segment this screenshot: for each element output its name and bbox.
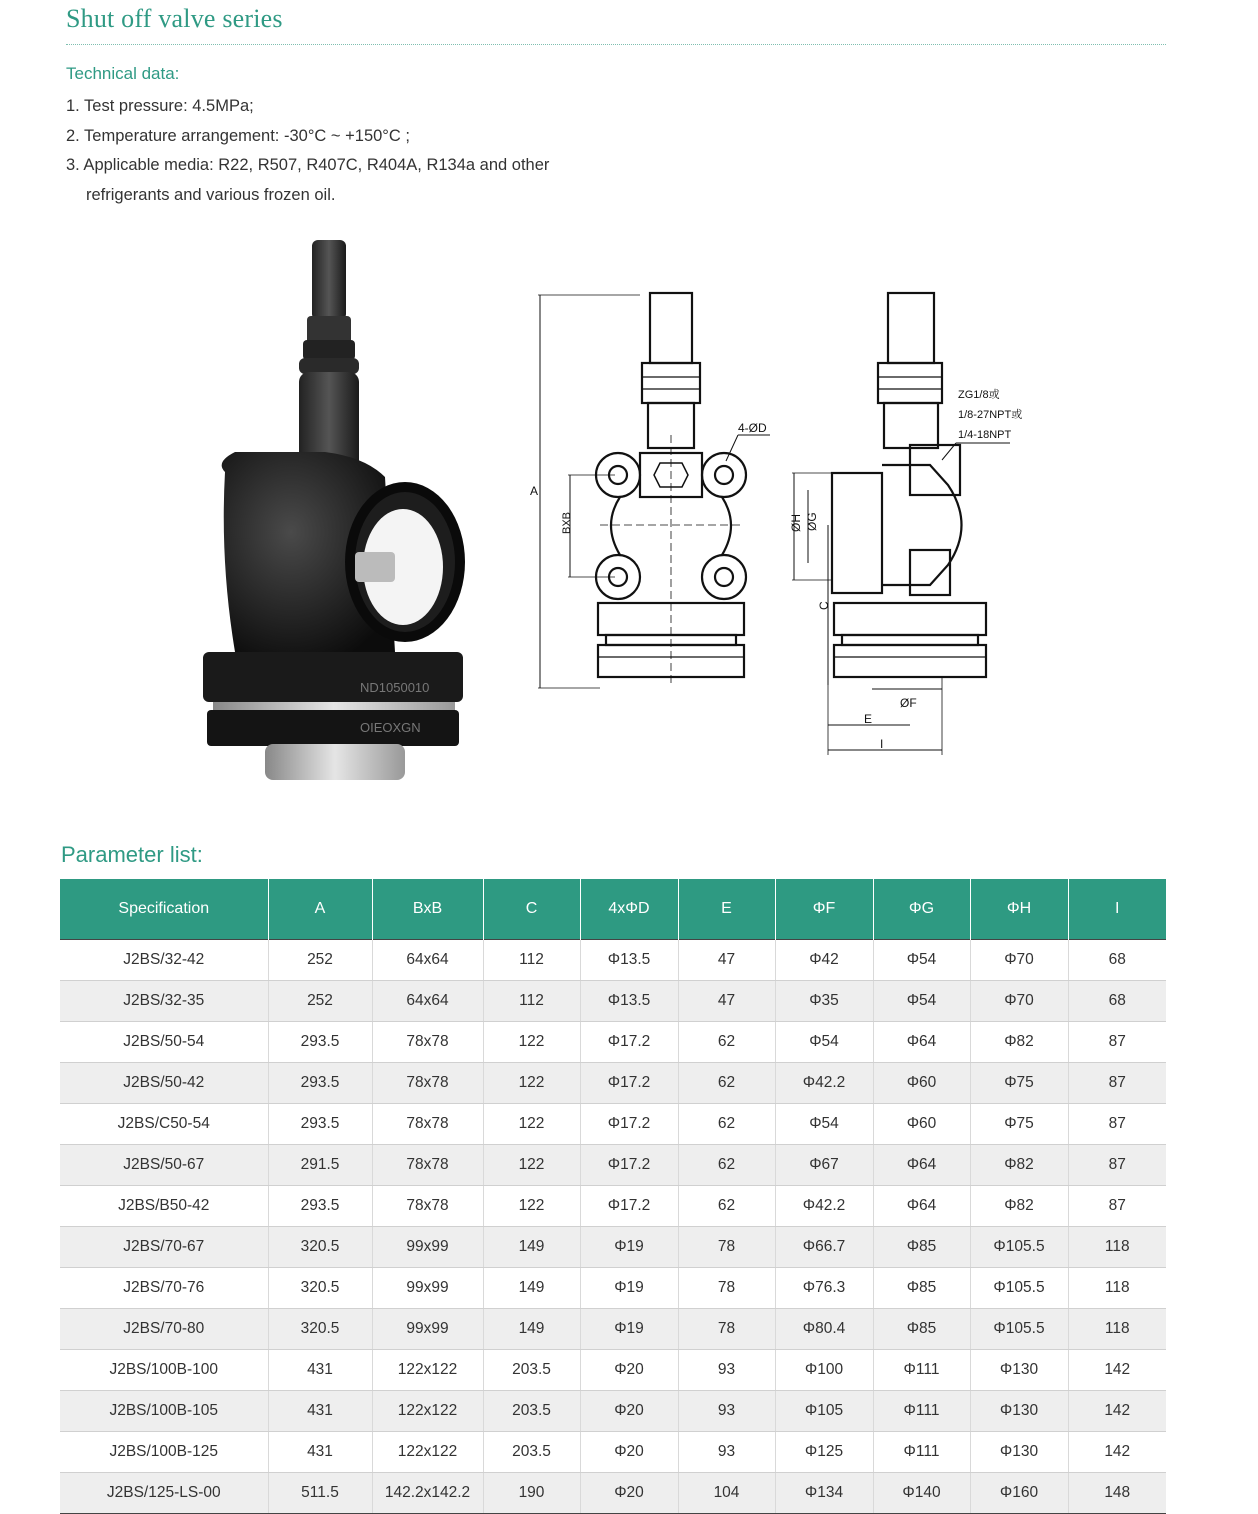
table-cell: 78 [678, 1309, 775, 1350]
table-cell: 104 [678, 1473, 775, 1514]
table-cell: Φ54 [775, 1022, 873, 1063]
dim-label-g: ØG [805, 512, 819, 531]
table-cell: 122 [483, 1145, 580, 1186]
table-cell: J2BS/100B-105 [60, 1391, 268, 1432]
valve-photo [195, 232, 480, 787]
table-cell: 78 [678, 1227, 775, 1268]
table-cell: J2BS/50-67 [60, 1145, 268, 1186]
table-cell: Φ105.5 [970, 1268, 1068, 1309]
table-cell: 64x64 [372, 940, 483, 981]
table-cell: 431 [268, 1432, 372, 1473]
table-row [60, 940, 1166, 981]
table-cell: 252 [268, 940, 372, 981]
table-cell: Φ42.2 [775, 1063, 873, 1104]
table-cell: 122 [483, 1063, 580, 1104]
table-cell: Φ130 [970, 1350, 1068, 1391]
table-cell: 122 [483, 1022, 580, 1063]
table-cell: 122x122 [372, 1391, 483, 1432]
table-cell: 122 [483, 1104, 580, 1145]
table-cell: 99x99 [372, 1227, 483, 1268]
table-cell: Φ17.2 [580, 1186, 678, 1227]
table-cell: Φ19 [580, 1309, 678, 1350]
table-cell: 511.5 [268, 1473, 372, 1514]
technical-item: 3. Applicable media: R22, R507, R407C, R404A, R134a and other [66, 156, 550, 174]
table-cell: J2BS/B50-42 [60, 1186, 268, 1227]
front-view-drawing [520, 285, 780, 695]
table-cell: 320.5 [268, 1227, 372, 1268]
dim-label-4d: 4-ØD [738, 421, 767, 435]
table-cell: Φ130 [970, 1391, 1068, 1432]
table-cell: Φ105.5 [970, 1309, 1068, 1350]
dim-label-h: ØH [789, 514, 803, 532]
table-cell: Φ82 [970, 1022, 1068, 1063]
table-cell: Φ13.5 [580, 981, 678, 1022]
table-cell: Φ75 [970, 1104, 1068, 1145]
thread-label-3: 1/4-18NPT [958, 429, 1012, 441]
technical-data-list [66, 92, 549, 210]
dim-label-e: E [864, 712, 873, 726]
side-view-drawing [780, 285, 1050, 760]
table-cell: Φ105.5 [970, 1227, 1068, 1268]
table-cell: 93 [678, 1350, 775, 1391]
table-cell: Φ64 [873, 1022, 970, 1063]
table-cell: J2BS/C50-54 [60, 1104, 268, 1145]
technical-item: 2. Temperature arrangement: -30°C ~ +150°C ; [66, 126, 410, 145]
dim-label-i: I [880, 737, 884, 751]
table-cell: 142 [1068, 1350, 1166, 1391]
table-cell: J2BS/70-80 [60, 1309, 268, 1350]
table-cell: Φ20 [580, 1350, 678, 1391]
table-cell: J2BS/70-76 [60, 1268, 268, 1309]
table-cell: 62 [678, 1063, 775, 1104]
technical-data-heading: Technical data: [66, 64, 180, 83]
table-cell: Φ60 [873, 1104, 970, 1145]
table-cell: Φ19 [580, 1227, 678, 1268]
table-cell: Φ70 [970, 940, 1068, 981]
table-cell: Φ35 [775, 981, 873, 1022]
table-cell: 78x78 [372, 1145, 483, 1186]
table-cell: Φ64 [873, 1186, 970, 1227]
table-cell: Φ75 [970, 1063, 1068, 1104]
table-row [60, 981, 1166, 1022]
table-row [60, 1186, 1166, 1227]
thread-label-2: 1/8-27NPT或 [958, 409, 1023, 421]
table-cell: Φ130 [970, 1432, 1068, 1473]
table-cell: Φ160 [970, 1473, 1068, 1514]
table-cell: Φ105 [775, 1391, 873, 1432]
table-cell: Φ17.2 [580, 1104, 678, 1145]
photo-marking-bottom: OIEOXGN [360, 720, 421, 735]
table-cell: 99x99 [372, 1309, 483, 1350]
table-cell: Φ80.4 [775, 1309, 873, 1350]
table-cell: 320.5 [268, 1268, 372, 1309]
table-cell: 431 [268, 1391, 372, 1432]
table-cell: 122x122 [372, 1350, 483, 1391]
table-cell: 293.5 [268, 1063, 372, 1104]
table-cell: 64x64 [372, 981, 483, 1022]
parameter-table [60, 879, 1166, 1514]
table-cell: 78x78 [372, 1063, 483, 1104]
table-cell: Φ82 [970, 1186, 1068, 1227]
table-cell: Φ82 [970, 1145, 1068, 1186]
table-cell: 99x99 [372, 1268, 483, 1309]
table-cell: 142.2x142.2 [372, 1473, 483, 1514]
page-title: Shut off valve series [66, 4, 283, 33]
table-cell: 122 [483, 1186, 580, 1227]
table-cell: 93 [678, 1391, 775, 1432]
table-cell: Φ54 [873, 940, 970, 981]
column-header: ΦH [970, 879, 1068, 940]
table-cell: Φ85 [873, 1268, 970, 1309]
table-cell: J2BS/50-54 [60, 1022, 268, 1063]
table-cell: Φ17.2 [580, 1145, 678, 1186]
table-cell: 78x78 [372, 1022, 483, 1063]
thread-label-1: ZG1/8或 [958, 389, 1000, 401]
table-body [60, 940, 1166, 1514]
table-cell: 87 [1068, 1186, 1166, 1227]
dim-label-a: A [530, 484, 539, 498]
table-row [60, 1268, 1166, 1309]
table-cell: Φ19 [580, 1268, 678, 1309]
table-cell: 431 [268, 1350, 372, 1391]
table-header-row [60, 879, 1166, 940]
table-cell: Φ70 [970, 981, 1068, 1022]
table-cell: Φ64 [873, 1145, 970, 1186]
table-cell: Φ42 [775, 940, 873, 981]
table-cell: Φ111 [873, 1391, 970, 1432]
column-header: ΦF [775, 879, 873, 940]
table-cell: 62 [678, 1022, 775, 1063]
table-cell: 118 [1068, 1309, 1166, 1350]
table-cell: Φ13.5 [580, 940, 678, 981]
table-cell: 293.5 [268, 1022, 372, 1063]
table-cell: 93 [678, 1432, 775, 1473]
table-cell: 47 [678, 940, 775, 981]
column-header: ΦG [873, 879, 970, 940]
table-cell: 62 [678, 1145, 775, 1186]
table-row [60, 1063, 1166, 1104]
column-header: A [268, 879, 372, 940]
table-cell: 78 [678, 1268, 775, 1309]
table-cell: Φ42.2 [775, 1186, 873, 1227]
table-row [60, 1432, 1166, 1473]
table-cell: 62 [678, 1104, 775, 1145]
table-cell: 68 [1068, 940, 1166, 981]
table-cell: 190 [483, 1473, 580, 1514]
table-cell: 122x122 [372, 1432, 483, 1473]
table-cell: 118 [1068, 1227, 1166, 1268]
table-cell: 78x78 [372, 1104, 483, 1145]
table-cell: 87 [1068, 1063, 1166, 1104]
table-cell: Φ66.7 [775, 1227, 873, 1268]
table-row [60, 1350, 1166, 1391]
table-cell: Φ54 [775, 1104, 873, 1145]
table-row [60, 1227, 1166, 1268]
table-cell: J2BS/100B-100 [60, 1350, 268, 1391]
table-cell: 293.5 [268, 1104, 372, 1145]
table-cell: J2BS/32-35 [60, 981, 268, 1022]
table-cell: J2BS/50-42 [60, 1063, 268, 1104]
table-cell: 112 [483, 981, 580, 1022]
table-cell: Φ20 [580, 1473, 678, 1514]
table-cell: 149 [483, 1309, 580, 1350]
table-cell: Φ85 [873, 1227, 970, 1268]
table-cell: Φ17.2 [580, 1063, 678, 1104]
table-cell: 291.5 [268, 1145, 372, 1186]
table-cell: Φ20 [580, 1432, 678, 1473]
column-header: E [678, 879, 775, 940]
dim-label-f: ØF [900, 696, 917, 710]
table-cell: Φ54 [873, 981, 970, 1022]
table-cell: Φ60 [873, 1063, 970, 1104]
column-header: Specification [60, 879, 268, 940]
table-cell: 252 [268, 981, 372, 1022]
table-cell: J2BS/32-42 [60, 940, 268, 981]
column-header: 4xΦD [580, 879, 678, 940]
parameter-list-heading: Parameter list: [61, 842, 203, 867]
table-cell: 203.5 [483, 1350, 580, 1391]
table-cell: 78x78 [372, 1186, 483, 1227]
table-cell: 68 [1068, 981, 1166, 1022]
table-cell: 112 [483, 940, 580, 981]
table-cell: 293.5 [268, 1186, 372, 1227]
table-cell: Φ17.2 [580, 1022, 678, 1063]
table-row [60, 1022, 1166, 1063]
dim-label-bxb: BXB [561, 511, 573, 534]
photo-marking-top: ND1050010 [360, 680, 430, 695]
table-row [60, 1145, 1166, 1186]
table-cell: Φ20 [580, 1391, 678, 1432]
table-cell: 142 [1068, 1391, 1166, 1432]
dim-label-c: C [817, 601, 831, 610]
table-cell: 118 [1068, 1268, 1166, 1309]
table-cell: 87 [1068, 1104, 1166, 1145]
table-cell: Φ85 [873, 1309, 970, 1350]
title-divider [66, 44, 1166, 45]
table-cell: Φ140 [873, 1473, 970, 1514]
technical-item: 1. Test pressure: 4.5MPa; [66, 97, 254, 115]
table-cell: 87 [1068, 1022, 1166, 1063]
table-cell: 47 [678, 981, 775, 1022]
table-cell: 203.5 [483, 1391, 580, 1432]
column-header: I [1068, 879, 1166, 940]
table-row [60, 1309, 1166, 1350]
table-cell: 149 [483, 1227, 580, 1268]
table-cell: Φ125 [775, 1432, 873, 1473]
column-header: BxB [372, 879, 483, 940]
table-cell: 203.5 [483, 1432, 580, 1473]
table-cell: J2BS/125-LS-00 [60, 1473, 268, 1514]
table-cell: 142 [1068, 1432, 1166, 1473]
technical-item: refrigerants and various frozen oil. [86, 185, 336, 204]
table-cell: J2BS/70-67 [60, 1227, 268, 1268]
table-cell: 148 [1068, 1473, 1166, 1514]
table-row [60, 1104, 1166, 1145]
table-row [60, 1473, 1166, 1514]
table-cell: Φ111 [873, 1432, 970, 1473]
table-cell: Φ67 [775, 1145, 873, 1186]
table-cell: Φ76.3 [775, 1268, 873, 1309]
table-cell: 62 [678, 1186, 775, 1227]
table-cell: 320.5 [268, 1309, 372, 1350]
table-cell: Φ134 [775, 1473, 873, 1514]
table-cell: Φ111 [873, 1350, 970, 1391]
table-cell: Φ100 [775, 1350, 873, 1391]
table-cell: 87 [1068, 1145, 1166, 1186]
table-cell: J2BS/100B-125 [60, 1432, 268, 1473]
table-cell: 149 [483, 1268, 580, 1309]
column-header: C [483, 879, 580, 940]
table-row [60, 1391, 1166, 1432]
